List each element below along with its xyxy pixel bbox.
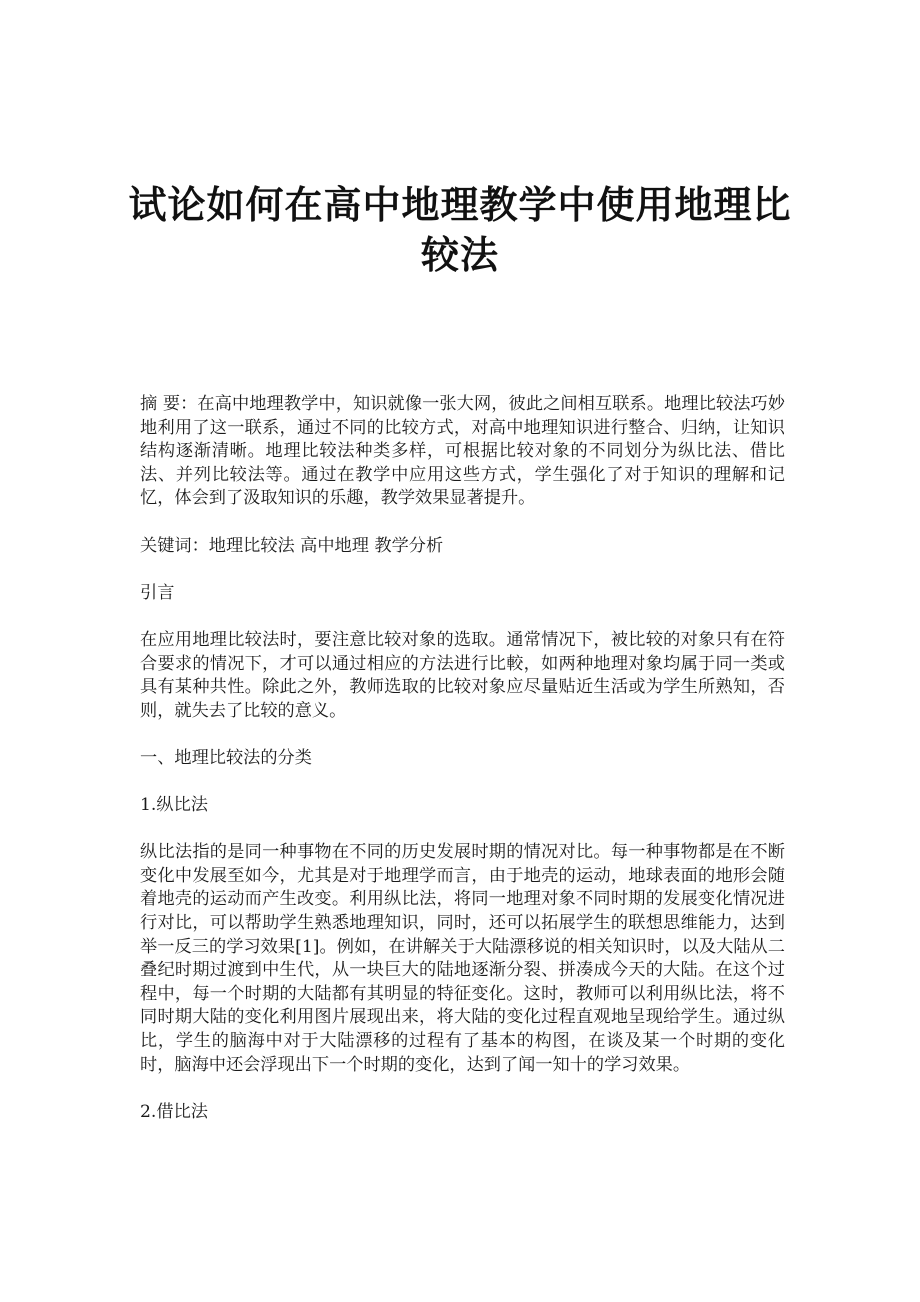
subsection-1-heading: 1.纵比法 <box>140 795 208 816</box>
subsection-2-heading: 2.借比法 <box>140 1101 208 1122</box>
abstract-paragraph <box>140 393 785 511</box>
paper-body <box>140 393 785 1148</box>
keywords-text: 地理比较法 高中地理 教学分析 <box>208 535 444 556</box>
subsection-1-paragraph: 纵比法指的是同一种事物在不同的历史发展时期的情况对比。每一种事物都是在不断变化中发展至如今，尤其是对于地理学而言，由于地壳的运动，地球表面的地形会随着地壳的运动而产生改变。利用纵比法，将同一地理对象不同时期的发展变化情况进行对比，可以帮助学生熟悉地理知识，同时，还可以拓展学生的联想思维能力，达到举一反三的学习效果[1]。例如，在讲解关于大陆漂移说的相关知识时，以及大陆从二叠纪时期过渡到中生代，从一块巨大的陆地逐渐分裂、拼凑成今天的大陆。在这个过程中，每一个时期的大陆都有其明显的特征变化。这时，教师可以利用纵比法，将不同时期大陆的变化利用图片展现出来，将大陆的变化过程直观地呈现给学生。通过纵比，学生的脑海中对于大陆漂移的过程有了基本的构图，在谈及某一个时期的变化时，脑海中还会浮现出下一个时期的变化，达到了闻一知十的学习效果。 <box>140 842 785 1075</box>
abstract-text: 在高中地理教学中，知识就像一张大网，彼此之间相互联系。地理比较法巧妙地利用了这一联系，通过不同的比较方式，对高中地理知识进行整合、归纳，让知识结构逐渐清晰。地理比较法种类多样，可根据比较对象的不同划分为纵比法、借比法、并列比较法等。通过在教学中应用这些方式，学生强化了对于知识的理解和记忆，体会到了汲取知识的乐趣，教学效果显著提升。 <box>140 394 785 509</box>
intro-paragraph: 在应用地理比较法时，要注意比较对象的选取。通常情况下，被比较的对象只有在符合要求的情况下，才可以通过相应的方法进行比較，如两种地理对象均属于同一类或具有某种共性。除此之外，教师选取的比较对象应尽量贴近生活或为学生所熟知，否则，就失去了比较的意义。 <box>140 629 785 721</box>
keywords-paragraph <box>140 535 785 559</box>
paper-title <box>120 180 800 280</box>
section-1-heading: 一、地理比较法的分类 <box>140 747 312 768</box>
intro-heading: 引言 <box>140 582 175 603</box>
keywords-label: 关键词： <box>140 535 209 556</box>
paper-title-line2: 较法 <box>420 233 499 277</box>
abstract-label: 摘 要： <box>140 394 198 414</box>
paper-title-line1: 试论如何在高中地理教学中使用地理比 <box>128 183 792 227</box>
